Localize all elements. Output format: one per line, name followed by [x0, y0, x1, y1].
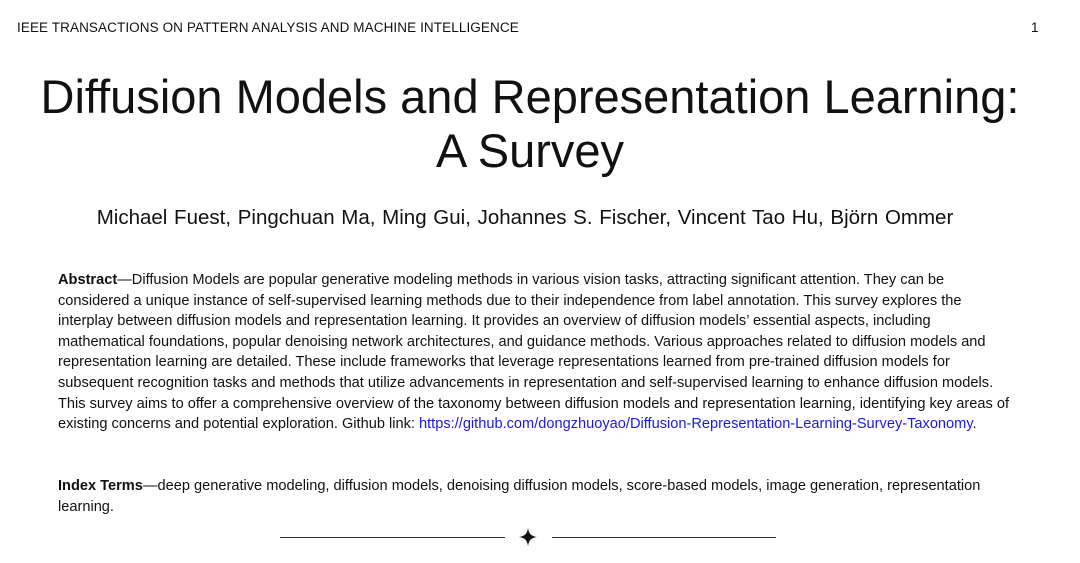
index-terms-label: Index Terms — [58, 478, 143, 494]
abstract-label: Abstract — [58, 272, 118, 288]
abstract-end: . — [972, 416, 977, 433]
abstract — [58, 270, 1018, 435]
divider-rule-left — [280, 537, 505, 538]
index-terms — [58, 476, 1018, 517]
paper-title-line-2: A Survey — [435, 124, 625, 177]
divider-rule-right — [552, 537, 776, 538]
github-link[interactable]: https://github.com/dongzhuoyao/Diffusion-Representation-Learning-Survey-Taxonomy — [419, 416, 973, 433]
page-number: 1 — [1031, 20, 1039, 35]
index-terms-text: —deep generative modeling, diffusion models, denoising diffusion models, score-based models, image generation, representation learning. — [58, 478, 981, 515]
section-divider — [280, 527, 776, 547]
paper-title — [0, 70, 1060, 178]
running-head: IEEE TRANSACTIONS ON PATTERN ANALYSIS AND MACHINE INTELLIGENCE — [17, 20, 519, 35]
abstract-text: —Diffusion Models are popular generative modeling methods in various vision tasks, attracting significant attention. They can be considered a unique instance of self-supervised learning methods due to their independence from label annotation. This survey explores the interplay between diffusion models and representation learning. It provides an overview of diffusion models’ essential aspects, including mathematical foundations, popular denoising network architectures, and guidance methods. Various approaches related to diffusion models and representation learning are detailed. These include frameworks that leverage representations learned from pre-trained diffusion models for subsequent recognition tasks and methods that utilize advancements in representation and self-supervised learning to enhance diffusion models. This survey aims to offer a comprehensive overview of the taxonomy between diffusion models and representation learning, identifying key areas of existing concerns and potential exploration. Github link: — [58, 272, 1010, 433]
paper-title-line-1: Diffusion Models and Representation Learning: — [40, 70, 1020, 123]
four-point-star-icon — [518, 527, 538, 547]
author-list: Michael Fuest, Pingchuan Ma, Ming Gui, Johannes S. Fischer, Vincent Tao Hu, Björn Ommer — [96, 206, 954, 229]
